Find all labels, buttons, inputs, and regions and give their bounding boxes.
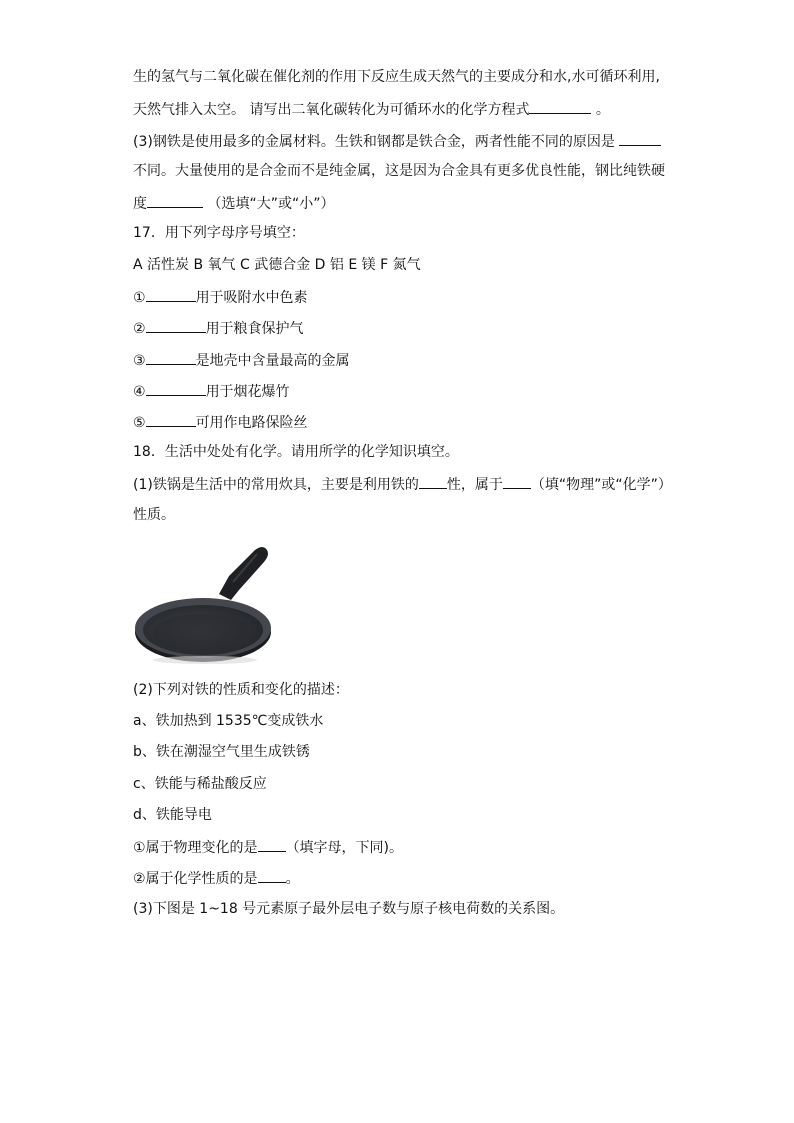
- text-segment: 性质。: [133, 507, 175, 523]
- text-segment: c、铁能与稀盐酸反应: [133, 776, 267, 792]
- choice-b: [133, 743, 310, 761]
- text-segment: 用于吸附水中色素: [195, 290, 308, 306]
- line-2: [133, 99, 610, 119]
- options-list: [133, 256, 421, 274]
- line-4: [133, 162, 665, 180]
- text-segment: (2)下列对铁的性质和变化的描述：: [133, 682, 349, 698]
- answer-blank[interactable]: [258, 868, 286, 883]
- answer-blank[interactable]: [146, 381, 206, 396]
- text-segment: ④: [133, 384, 146, 400]
- q17-item-2: [133, 318, 304, 338]
- q17-item-3: [133, 350, 350, 370]
- text-segment: 是地壳中含量最高的金属: [195, 353, 350, 369]
- text-segment: ②: [133, 321, 146, 337]
- text-segment: a、铁加热到 1535℃变成铁水: [133, 713, 324, 729]
- line-3: [133, 131, 661, 151]
- text-segment: （填“物理”或“化学”）: [530, 477, 672, 493]
- choice-c: [133, 775, 267, 793]
- answer-blank[interactable]: [146, 350, 196, 365]
- answer-blank[interactable]: [146, 318, 206, 333]
- answer-blank[interactable]: [619, 131, 661, 146]
- answer-blank[interactable]: [147, 193, 203, 208]
- choice-d: [133, 806, 212, 824]
- text-segment: ③: [133, 353, 146, 369]
- text-segment: A 活性炭 B 氧气 C 武德合金 D 铝 E 镁 F 氮气: [133, 257, 421, 273]
- text-segment: b、铁在潮湿空气里生成铁锈: [133, 744, 310, 760]
- text-segment: 17．用下列字母序号填空：: [133, 225, 305, 241]
- text-segment: （选填“大”或“小”）: [203, 196, 335, 212]
- text-segment: 度: [133, 196, 147, 212]
- q18-part-1-cont: [133, 506, 175, 524]
- text-segment: （填字母，下同)。: [285, 840, 404, 856]
- q17-item-1: [133, 287, 308, 307]
- frying-pan-image: [133, 542, 279, 666]
- text-segment: (3)钢铁是使用最多的金属材料。生铁和钢都是铁合金，两者性能不同的原因是: [133, 134, 620, 150]
- q17-item-5: [133, 412, 308, 432]
- q18-part-1: [133, 474, 672, 494]
- answer-blank[interactable]: [146, 287, 196, 302]
- line-1: [133, 68, 660, 86]
- q18-part-3: [133, 900, 564, 918]
- text-segment: 18．生活中处处有化学。请用所学的化学知识填空。: [133, 444, 459, 460]
- answer-blank[interactable]: [419, 474, 447, 489]
- answer-blank[interactable]: [529, 99, 591, 114]
- question-17: [133, 224, 305, 242]
- answer-blank[interactable]: [258, 837, 286, 852]
- choice-a: [133, 712, 323, 730]
- frying-pan-icon: [133, 542, 279, 666]
- line-5: [133, 193, 334, 213]
- text-segment: 不同。大量使用的是合金而不是纯金属，这是因为合金具有更多优良性能，钢比纯铁硬: [133, 163, 665, 179]
- answer-blank[interactable]: [503, 474, 531, 489]
- q17-item-4: [133, 381, 290, 401]
- text-segment: 生的氢气与二氧化碳在催化剂的作用下反应生成天然气的主要成分和水,水可循环利用,: [133, 69, 660, 85]
- text-segment: 。: [591, 102, 610, 118]
- text-segment: 可用作电路保险丝: [195, 415, 308, 431]
- text-segment: 性，属于: [446, 477, 503, 493]
- text-segment: 天然气排入太空。 请写出二氧化碳转化为可循环水的化学方程式: [133, 102, 530, 118]
- answer-blank[interactable]: [146, 412, 196, 427]
- text-segment: ①属于物理变化的是: [133, 840, 258, 856]
- text-segment: 用于烟花爆竹: [205, 384, 290, 400]
- text-segment: (3)下图是 1~18 号元素原子最外层电子数与原子核电荷数的关系图。: [133, 901, 565, 917]
- text-segment: ⑤: [133, 415, 146, 431]
- question-18: [133, 443, 459, 461]
- text-segment: (1)铁锅是生活中的常用炊具，主要是利用铁的: [133, 477, 419, 493]
- q18-sub-2: [133, 868, 300, 888]
- text-segment: ①: [133, 290, 146, 306]
- text-segment: 。: [285, 871, 300, 887]
- q18-part-2: [133, 681, 349, 699]
- text-segment: ②属于化学性质的是: [133, 871, 258, 887]
- text-segment: 用于粮食保护气: [205, 321, 304, 337]
- q18-sub-1: [133, 837, 403, 857]
- text-segment: d、铁能导电: [133, 807, 212, 823]
